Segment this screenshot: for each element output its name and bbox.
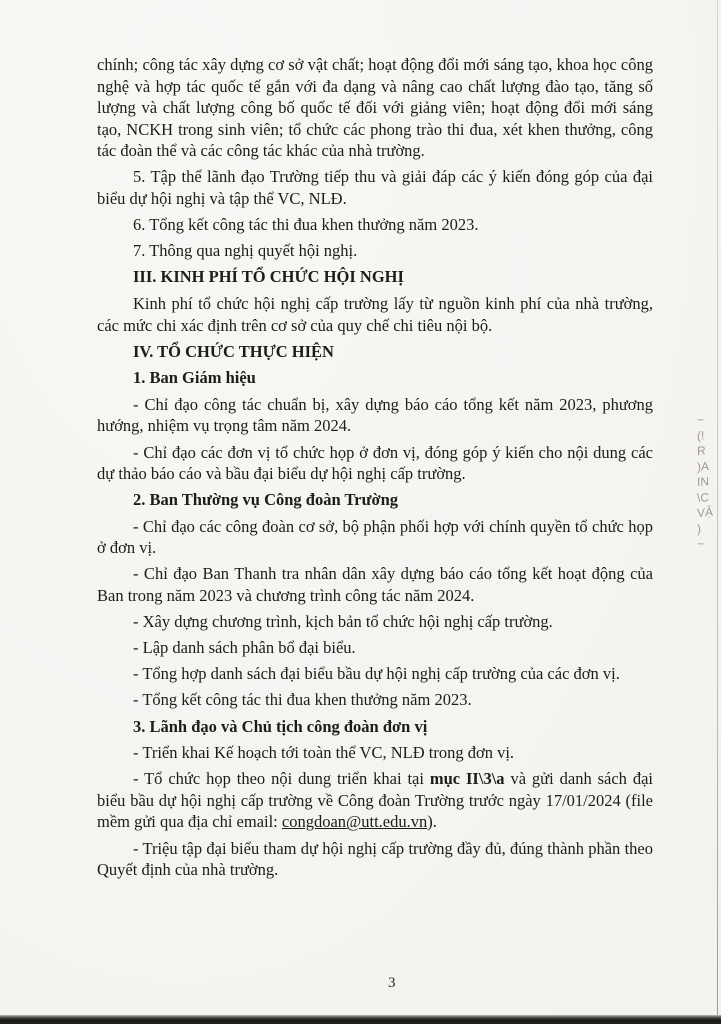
text-run: - Tổng hợp danh sách đại biểu bầu dự hội nghị cấp trường của các đơn vị. [133, 664, 620, 684]
paragraph [97, 166, 653, 209]
page-number: 3 [388, 975, 396, 991]
text-run: III. KINH PHÍ TỔ CHỨC HỘI NGHỊ [133, 267, 404, 287]
paragraph [97, 394, 653, 437]
paragraph [97, 240, 653, 262]
scan-edge-artifact-char: VẬ [697, 504, 714, 521]
text-run: - Chỉ đạo Ban Thanh tra nhân dân xây dựng báo cáo tổng kết hoạt động của Ban trong năm 2023 và chương trình công tác năm 2024. [97, 564, 653, 606]
scan-edge-artifact-char: )A [697, 458, 709, 474]
paragraph-noindent [97, 54, 653, 162]
scan-edge-artifact-char: R [697, 443, 706, 459]
text-run: 5. Tập thể lãnh đạo Trường tiếp thu và giải đáp các ý kiến đóng góp của đại biểu dự hội nghị và tập thể VC, NLĐ. [97, 167, 653, 209]
scan-edge-artifact-char: IN [697, 474, 709, 490]
subheading [97, 367, 653, 389]
paragraph [97, 689, 653, 711]
paragraph [97, 637, 653, 659]
text-run: - Xây dựng chương trình, kịch bản tổ chức hội nghị cấp trường. [133, 612, 553, 632]
subheading [97, 489, 653, 511]
scan-edge-artifact-char: \C [697, 489, 709, 505]
paragraph [97, 293, 653, 336]
paragraph [97, 516, 653, 559]
text-run: ). [427, 812, 437, 832]
text-run: - Triệu tập đại biểu tham dự hội nghị cấp trường đầy đủ, đúng thành phần theo Quyết định của nhà trường. [97, 838, 653, 880]
paragraph [97, 663, 653, 685]
text-run: congdoan@utt.edu.vn [281, 812, 428, 832]
paragraph [97, 838, 653, 881]
text-run: - Triển khai Kế hoạch tới toàn thể VC, NLĐ trong đơn vị. [133, 743, 515, 763]
text-run: và gửi danh sách đại biểu bầu dự hội nghị cấp trường về Công đoàn Trường trước ngày 17/01/2024 (file mềm gửi qua địa chỉ email: [97, 769, 653, 832]
text-run: 3. Lãnh đạo và Chủ tịch công đoàn đơn vị [133, 716, 428, 736]
text-run: mục II\3\a [429, 769, 505, 789]
text-run: 6. Tổng kết công tác thi đua khen thưởng năm 2023. [133, 215, 479, 235]
scan-edge-artifact-char: ~ [697, 536, 705, 552]
text-run: 2. Ban Thường vụ Công đoàn Trường [133, 490, 399, 510]
heading [97, 341, 653, 363]
paragraph [97, 442, 653, 485]
scan-edge-artifact-char: ) [697, 521, 701, 536]
text-run: - Chỉ đạo công tác chuẩn bị, xây dựng báo cáo tổng kết năm 2023, phương hướng, nhiệm vụ trọng tâm năm 2024. [97, 394, 653, 436]
text-run: - Tổng kết công tác thi đua khen thưởng năm 2023. [133, 690, 472, 710]
scan-bottom-edge [0, 1015, 721, 1024]
subheading [97, 716, 653, 738]
text-run: IV. TỔ CHỨC THỰC HIỆN [133, 341, 334, 361]
scan-right-edge-line [717, 0, 719, 1024]
scan-edge-artifact-char: (! [697, 427, 705, 443]
paragraph [97, 214, 653, 236]
text-run: Kinh phí tổ chức hội nghị cấp trường lấy từ nguồn kinh phí của nhà trường, các mức chi xác định trên cơ sở của quy chế chi tiêu nội bộ. [97, 293, 653, 335]
text-run: 1. Ban Giám hiệu [133, 368, 256, 388]
paragraph [97, 563, 653, 606]
text-run: - Lập danh sách phân bổ đại biểu. [133, 638, 356, 658]
document-body [97, 54, 653, 885]
scan-edge-artifact-char: ~ [697, 412, 705, 428]
heading [97, 266, 653, 288]
paragraph [97, 611, 653, 633]
text-run: - Tổ chức họp theo nội dung triển khai tại [133, 769, 430, 789]
paragraph [97, 768, 653, 833]
text-run: 7. Thông qua nghị quyết hội nghị. [133, 241, 358, 261]
text-run: chính; công tác xây dựng cơ sở vật chất; hoạt động đổi mới sáng tạo, khoa học công nghệ và hợp tác quốc tế gắn với đa dạng và nâng cao chất lượng đào tạo, tăng số lượng và chất lượng công bố quốc tế đối với giảng viên; hoạt động đổi mới sáng tạo, NCKH trong sinh viên; tổ chức các phong trào thi đua, xét khen thưởng, công tác đoàn thể và các công tác khác của nhà trường. [97, 55, 653, 161]
paragraph [97, 742, 653, 764]
text-run: - Chỉ đạo các công đoàn cơ sở, bộ phận phối hợp với chính quyền tổ chức họp ở đơn vị. [97, 516, 653, 558]
text-run: - Chỉ đạo các đơn vị tổ chức họp ở đơn vị, đóng góp ý kiến cho nội dung các dự thảo báo cáo và bầu đại biểu dự hội nghị cấp trường. [97, 442, 653, 484]
